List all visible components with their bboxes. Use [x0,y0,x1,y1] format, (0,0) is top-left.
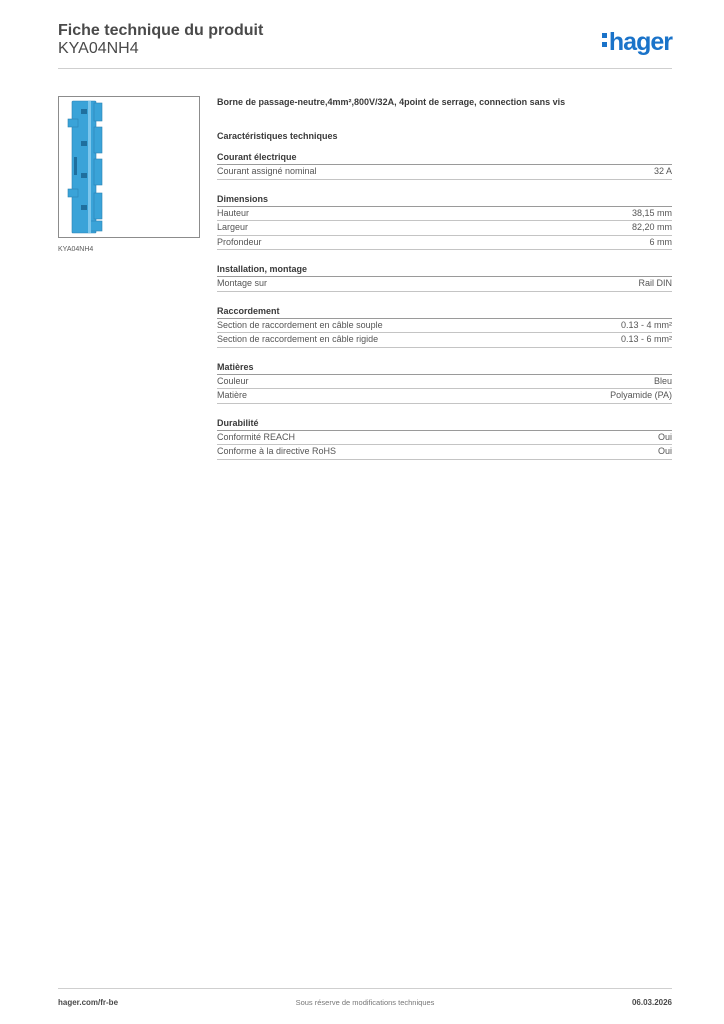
spec-row [217,333,672,348]
spec-value: Oui [657,431,672,442]
spec-section [217,362,672,404]
spec-value: 32 A [653,166,672,176]
spec-row [217,319,672,334]
spec-value: Rail DIN [638,278,672,288]
spec-section-title: Courant électrique [217,152,672,165]
spec-row [217,375,672,390]
spec-row [217,445,672,460]
product-image [58,96,200,238]
spec-row [217,431,672,446]
spec-section [217,418,672,460]
spec-label: Couleur [217,375,249,386]
spec-label: Largeur [217,222,249,232]
spec-section-title: Raccordement [217,306,672,319]
spec-row [217,221,672,236]
footer-disclaimer: Sous réserve de modifications techniques [295,998,435,1007]
spec-label: Profondeur [217,236,262,247]
spec-section [217,264,672,292]
spec-section [217,194,672,251]
spec-content [217,96,672,460]
spec-row [217,277,672,292]
image-caption: KYA04NH4 [58,246,94,253]
spec-label: Courant assigné nominal [217,166,317,176]
spec-section-title: Installation, montage [217,264,672,277]
spec-label: Section de raccordement en câble souple [217,319,383,330]
spec-label: Matière [217,390,248,400]
footer-date: 06.03.2026 [631,998,672,1007]
logo-dots-icon [602,33,607,49]
spec-value: Oui [657,446,672,456]
hager-logo [602,28,672,57]
product-reference: KYA04NH4 [58,40,139,57]
product-description: Borne de passage-neutre,4mm²,800V/32A, 4point de serrage, connection sans vis [217,97,566,107]
header-divider [58,68,672,69]
terminal-block-illustration [59,97,199,237]
spec-value: 82,20 mm [631,222,672,232]
page-header [58,20,672,70]
spec-row [217,236,672,251]
spec-label: Conformité REACH [217,431,296,442]
spec-value: Polyamide (PA) [610,390,672,400]
spec-value: 0.13 - 6 mm² [620,334,672,344]
spec-section-title: Dimensions [217,194,672,207]
spec-value: 6 mm [649,236,672,247]
spec-section-title: Durabilité [217,418,672,431]
spec-section-title: Matières [217,362,672,375]
logo-text: hager [608,28,672,56]
footer-website: hager.com/fr-be [58,998,119,1007]
spec-section [217,306,672,348]
spec-label: Section de raccordement en câble rigide [217,334,379,344]
spec-label: Hauteur [217,207,250,218]
footer-divider [58,988,672,989]
spec-value: Bleu [653,375,672,386]
spec-row [217,207,672,222]
page-title: Fiche technique du produit [58,22,264,39]
spec-sections [217,152,672,460]
spec-value: 0.13 - 4 mm² [620,319,672,330]
specs-heading: Caractéristiques techniques [217,131,338,141]
spec-row [217,389,672,404]
spec-value: 38,15 mm [631,207,672,218]
spec-section [217,152,672,180]
spec-label: Montage sur [217,278,268,288]
spec-label: Conforme à la directive RoHS [217,446,337,456]
spec-row [217,165,672,180]
